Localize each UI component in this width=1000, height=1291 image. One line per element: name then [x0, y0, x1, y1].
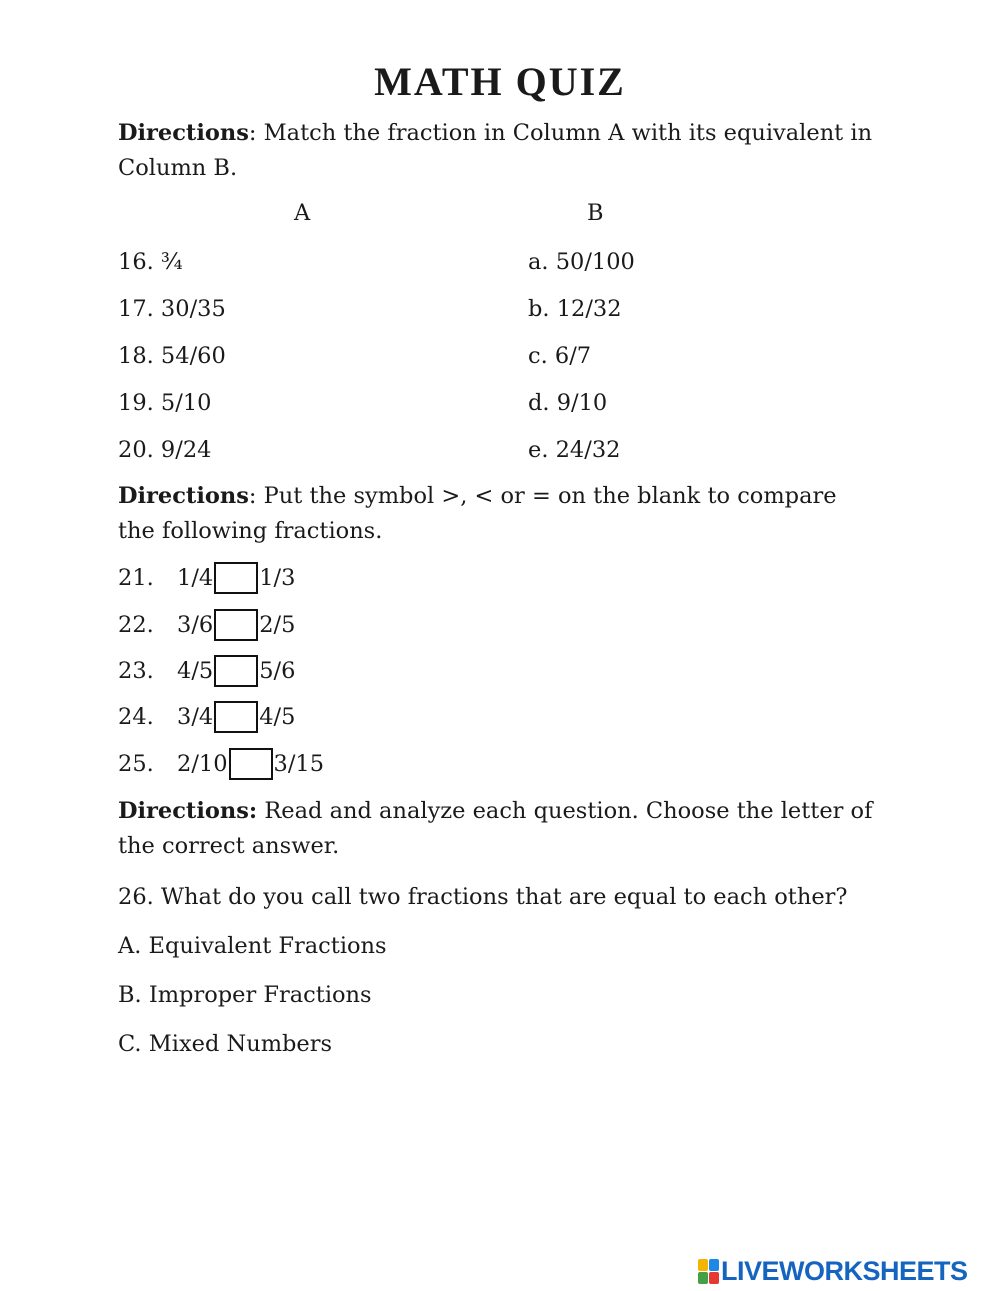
logo-text: LIVEWORKSHEETS [721, 1256, 968, 1286]
logo-mark-icon [698, 1259, 719, 1284]
answer-choice[interactable]: A. Equivalent Fractions [118, 933, 387, 959]
left-fraction: 3/4 [177, 704, 214, 730]
left-fraction: 4/5 [177, 658, 214, 684]
matching-directions [118, 116, 878, 186]
compare-item [118, 701, 295, 733]
compare-item [118, 609, 295, 641]
column-b-item: b. 12/32 [528, 296, 622, 322]
compare-item [118, 562, 295, 594]
right-fraction: 5/6 [259, 658, 296, 684]
left-fraction: 1/4 [177, 565, 214, 591]
logo-block-red [709, 1272, 719, 1284]
answer-blank[interactable] [214, 609, 258, 641]
item-number: 25. [118, 751, 154, 777]
right-fraction: 3/15 [273, 751, 325, 777]
liveworksheets-logo [698, 1256, 968, 1287]
logo-block-blue [709, 1259, 719, 1271]
directions-label: Directions [118, 120, 249, 146]
answer-choice[interactable]: B. Improper Fractions [118, 982, 372, 1008]
answer-choice[interactable]: C. Mixed Numbers [118, 1031, 333, 1057]
answer-blank[interactable] [214, 701, 258, 733]
logo-block-yellow [698, 1259, 708, 1271]
right-fraction: 1/3 [259, 565, 296, 591]
directions-text: Read and analyze each question. Choose the letter of the correct answer. [118, 798, 873, 859]
directions-label: Directions [118, 483, 249, 509]
directions-label: Directions: [118, 798, 258, 824]
column-a-item: 20. 9/24 [118, 437, 212, 463]
compare-item [118, 655, 295, 687]
directions-text: : Put the symbol >, < or = on the blank to compare the following fractions. [118, 483, 837, 544]
page-title: MATH QUIZ [374, 59, 626, 104]
compare-directions [118, 479, 878, 549]
question-text: 26. What do you call two fractions that are equal to each other? [118, 884, 848, 910]
column-a-item: 18. 54/60 [118, 343, 226, 369]
answer-blank[interactable] [229, 748, 273, 780]
answer-blank[interactable] [214, 562, 258, 594]
column-b-header: B [587, 200, 604, 226]
column-b-item: d. 9/10 [528, 390, 608, 416]
column-b-item: e. 24/32 [528, 437, 621, 463]
left-fraction: 3/6 [177, 612, 214, 638]
column-a-item: 16. ¾ [118, 249, 183, 275]
compare-item [118, 748, 324, 780]
item-number: 22. [118, 612, 154, 638]
column-a-header: A [294, 200, 311, 226]
item-number: 24. [118, 704, 154, 730]
logo-block-green [698, 1272, 708, 1284]
right-fraction: 2/5 [259, 612, 296, 638]
answer-blank[interactable] [214, 655, 258, 687]
left-fraction: 2/10 [177, 751, 228, 777]
right-fraction: 4/5 [259, 704, 296, 730]
choice-directions [118, 794, 878, 864]
directions-text: : Match the fraction in Column A with its equivalent in Column B. [118, 120, 873, 181]
column-b-item: a. 50/100 [528, 249, 635, 275]
column-a-item: 17. 30/35 [118, 296, 226, 322]
column-a-item: 19. 5/10 [118, 390, 212, 416]
column-b-item: c. 6/7 [528, 343, 592, 369]
item-number: 21. [118, 565, 154, 591]
item-number: 23. [118, 658, 154, 684]
